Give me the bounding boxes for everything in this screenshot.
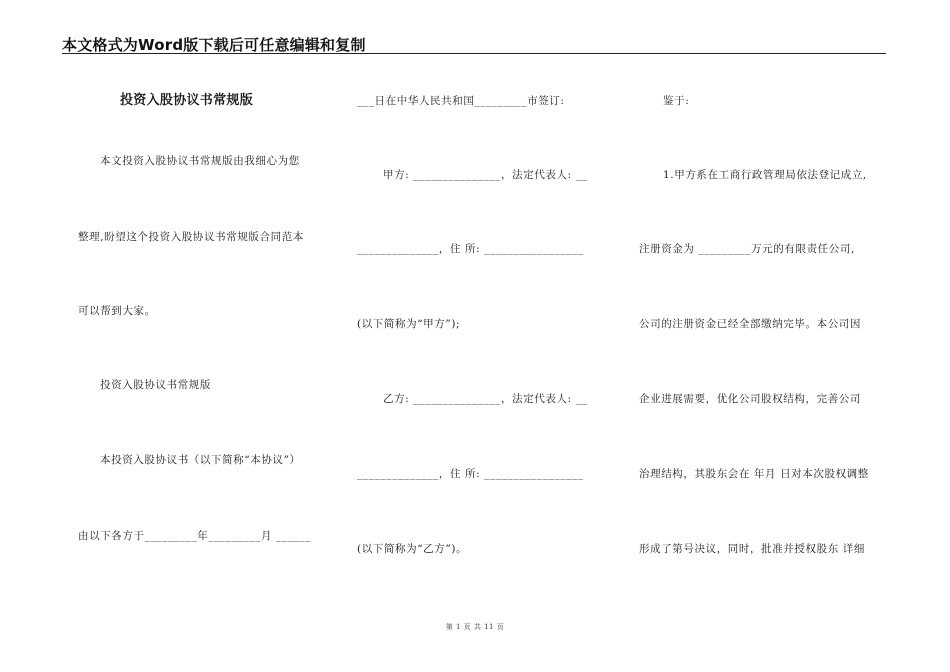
col1-line-6: 由以下各方于_________年_________月 ______ <box>78 530 312 542</box>
col2-line-2: 甲方: _______________，法定代表人: __ <box>383 169 588 181</box>
col3-line-6: 治理结构，其股东会在 年月 日对本次股权调整 <box>639 468 869 480</box>
col3-line-2: 1.甲方系在工商行政管理局依法登记成立, <box>663 169 867 181</box>
col1-line-2: 整理,盼望这个投资入股协议书常规版合同范本 <box>78 231 304 243</box>
col2-line-3: ______________，住 所: _________________ <box>357 243 584 255</box>
col1-line-4: 投资入股协议书常规版 <box>100 379 211 391</box>
col3-line-3: 注册资金为 _________万元的有限责任公司, <box>639 243 855 255</box>
col3-line-7: 形成了第号决议，同时，批准并授权股东 详细 <box>639 543 865 555</box>
col1-line-1: 本文投资入股协议书常规版由我细心为您 <box>100 155 300 167</box>
col3-line-1: 鉴于: <box>663 95 690 107</box>
col2-line-7: (以下简称为“乙方”)。 <box>357 543 468 555</box>
page-number: 第 1 页 共 11 页 <box>445 623 505 631</box>
col2-line-5: 乙方: _______________，法定代表人: __ <box>383 393 588 405</box>
col2-line-6: ______________，住 所: _________________ <box>357 468 584 480</box>
col1-line-3: 可以帮到大家。 <box>78 305 156 317</box>
document-header: 本文格式为Word版下载后可任意编辑和复制 <box>62 36 366 54</box>
col3-line-5: 企业进展需要，优化公司股权结构，完善公司 <box>639 393 861 405</box>
document-title: 投资入股协议书常规版 <box>120 93 254 108</box>
col1-line-5: 本投资入股协议书（以下简称“本协议”） <box>100 454 301 466</box>
col2-line-1: ___日在中华人民共和国_________市签订: <box>357 95 565 107</box>
col2-line-4: (以下简称为“甲方”); <box>357 318 461 330</box>
col3-line-4: 公司的注册资金已经全部缴纳完毕。本公司因 <box>639 318 861 330</box>
header-divider <box>62 53 886 54</box>
